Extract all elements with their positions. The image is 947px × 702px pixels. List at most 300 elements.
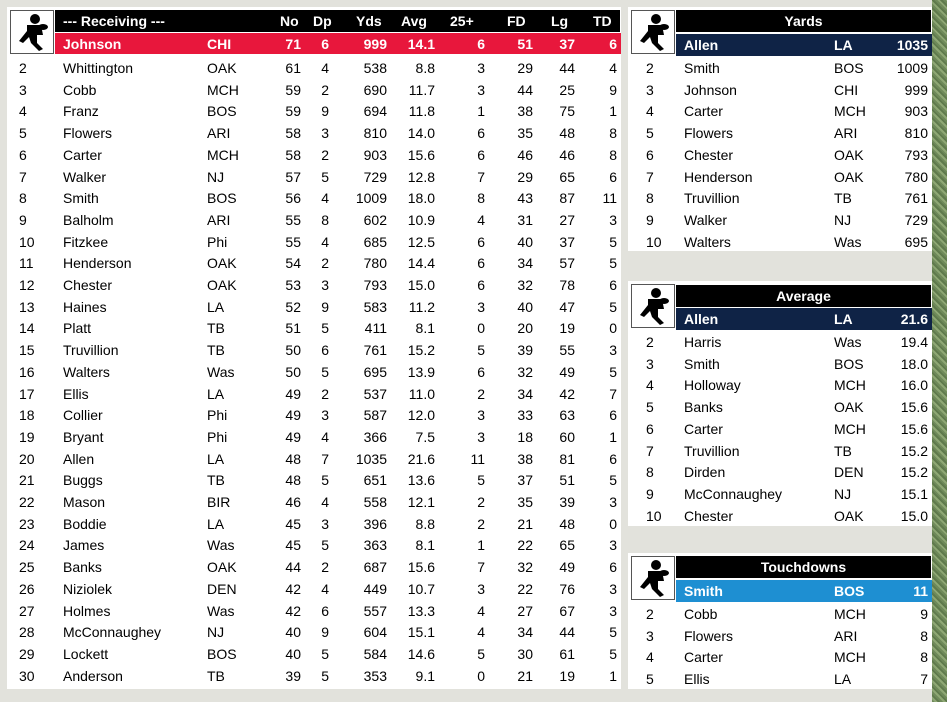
receiving-leader-row[interactable] <box>55 33 621 54</box>
stat-fd: 22 <box>517 537 533 554</box>
team: MCH <box>207 81 239 98</box>
team: CHI <box>207 36 232 52</box>
stat-avg: 12.1 <box>407 494 435 510</box>
stat-avg: 13.6 <box>407 472 435 489</box>
player-name: Carter <box>684 649 723 666</box>
stat-td: 5 <box>609 624 617 641</box>
rank: 7 <box>646 442 654 459</box>
team: BOS <box>207 103 237 120</box>
stat-dp: 7 <box>321 450 329 467</box>
stat-dp: 6 <box>321 36 329 52</box>
stat-avg: 12.0 <box>407 407 435 424</box>
table-row[interactable] <box>7 166 621 188</box>
stat-dp: 4 <box>321 580 329 597</box>
stat-lg: 37 <box>559 36 575 52</box>
stat-dp: 8 <box>321 211 329 228</box>
stat-fd: 27 <box>517 602 533 619</box>
header-yds: Yds <box>356 13 382 29</box>
team: OAK <box>207 559 237 576</box>
stat-dp: 6 <box>321 342 329 359</box>
rank: 2 <box>19 60 27 76</box>
stat-value: 8 <box>920 627 928 644</box>
stat-yds: 651 <box>363 472 387 489</box>
table-row[interactable] <box>7 534 621 556</box>
stat-25plus: 6 <box>477 255 485 272</box>
stat-lg: 48 <box>559 515 575 532</box>
table-row[interactable] <box>7 578 621 600</box>
stat-yds: 687 <box>363 559 387 576</box>
receiving-title: --- Receiving --- <box>63 13 165 29</box>
stat-25plus: 7 <box>477 559 485 576</box>
stat-no: 49 <box>285 385 301 402</box>
list-item[interactable] <box>628 461 932 483</box>
rank: 29 <box>19 645 35 662</box>
stat-no: 48 <box>285 472 301 489</box>
player-name: Smith <box>684 60 720 76</box>
player-name: Smith <box>63 190 99 207</box>
team: OAK <box>834 399 864 416</box>
team: BOS <box>834 355 864 372</box>
stat-value: 11 <box>913 583 928 599</box>
player-name: Harris <box>684 334 722 350</box>
list-item[interactable] <box>628 231 932 253</box>
table-row[interactable] <box>7 122 621 144</box>
football-player-icon <box>10 10 54 54</box>
stat-dp: 2 <box>321 146 329 163</box>
stat-value: 7 <box>920 671 928 688</box>
stat-avg: 13.3 <box>407 602 435 619</box>
team: TB <box>207 667 225 684</box>
player-name: Balholm <box>63 211 114 228</box>
player-name: Niziolek <box>63 580 113 597</box>
list-item[interactable] <box>628 418 932 440</box>
stat-fd: 21 <box>517 515 533 532</box>
stat-25plus: 8 <box>477 190 485 207</box>
player-name: Chester <box>684 507 734 524</box>
list-item[interactable] <box>628 668 932 690</box>
list-item[interactable] <box>628 57 932 79</box>
table-row[interactable] <box>7 79 621 101</box>
player-name: Banks <box>684 399 723 416</box>
rank: 13 <box>19 298 35 315</box>
stat-fd: 44 <box>517 81 533 98</box>
stat-no: 52 <box>285 298 301 315</box>
rank: 7 <box>19 168 27 185</box>
stat-td: 3 <box>609 602 617 619</box>
stat-yds: 685 <box>363 233 387 250</box>
stat-dp: 4 <box>321 60 329 76</box>
team: ARI <box>834 125 858 142</box>
rank: 5 <box>646 125 654 142</box>
rank: 26 <box>19 580 35 597</box>
header-avg: Avg <box>401 13 427 29</box>
stat-fd: 30 <box>517 645 533 662</box>
stat-no: 55 <box>285 233 301 250</box>
rank: 12 <box>19 277 35 293</box>
team: DEN <box>207 580 237 597</box>
list-item[interactable] <box>628 396 932 418</box>
stat-dp: 5 <box>321 537 329 554</box>
stat-25plus: 2 <box>477 515 485 532</box>
stat-dp: 5 <box>321 472 329 489</box>
list-item[interactable] <box>628 209 932 231</box>
stat-lg: 39 <box>559 494 575 510</box>
stat-value: 19.4 <box>900 334 928 350</box>
rank: 8 <box>19 190 27 207</box>
stat-lg: 46 <box>559 146 575 163</box>
stat-25plus: 4 <box>477 602 485 619</box>
player-name: Ellis <box>684 671 710 688</box>
team: LA <box>207 298 225 315</box>
stat-avg: 15.6 <box>407 559 435 576</box>
table-row[interactable] <box>7 448 621 470</box>
stat-yds: 584 <box>363 645 387 662</box>
stat-dp: 4 <box>321 190 329 207</box>
rank: 15 <box>19 342 35 359</box>
stat-dp: 6 <box>321 602 329 619</box>
team: NJ <box>207 168 225 185</box>
header-fd: FD <box>507 13 526 29</box>
stat-dp: 2 <box>321 81 329 98</box>
player-name: Ellis <box>63 385 89 402</box>
team: MCH <box>834 103 866 120</box>
team: NJ <box>834 485 852 502</box>
stat-value: 729 <box>904 211 928 228</box>
player-name: Johnson <box>63 36 122 52</box>
stat-value: 15.2 <box>900 464 928 481</box>
stat-yds: 538 <box>363 60 387 76</box>
player-name: Truvillion <box>684 190 740 207</box>
table-row[interactable] <box>7 339 621 361</box>
stat-fd: 34 <box>517 255 533 272</box>
team: TB <box>207 320 225 337</box>
stat-avg: 15.6 <box>407 146 435 163</box>
average-title: Average <box>776 288 831 304</box>
rank: 6 <box>646 420 654 437</box>
stat-fd: 34 <box>517 624 533 641</box>
stat-avg: 7.5 <box>415 428 435 445</box>
stat-25plus: 6 <box>477 146 485 163</box>
stat-no: 71 <box>285 36 301 52</box>
player-name: James <box>63 537 105 554</box>
stat-yds: 411 <box>364 320 387 337</box>
rank: 2 <box>646 60 654 76</box>
stat-25plus: 6 <box>477 363 485 380</box>
list-item[interactable] <box>628 353 932 375</box>
player-name: Franz <box>63 103 99 120</box>
stat-avg: 14.4 <box>407 255 435 272</box>
stat-25plus: 5 <box>477 645 485 662</box>
stat-avg: 21.6 <box>407 450 435 467</box>
stat-td: 3 <box>609 580 617 597</box>
rank: 3 <box>646 81 654 98</box>
table-row[interactable] <box>7 665 621 687</box>
rank: 9 <box>646 485 654 502</box>
stat-lg: 60 <box>559 428 575 445</box>
player-name: Chester <box>63 277 113 293</box>
stat-no: 45 <box>285 515 301 532</box>
team: DEN <box>834 464 864 481</box>
player-name: McConnaughey <box>684 485 783 502</box>
team: LA <box>207 385 225 402</box>
rank: 27 <box>19 602 35 619</box>
stat-25plus: 6 <box>477 36 485 52</box>
yards-leader-row[interactable] <box>676 34 932 56</box>
header-dp: Dp <box>313 13 332 29</box>
header-lg: Lg <box>551 13 569 29</box>
stat-fd: 38 <box>517 450 533 467</box>
stat-no: 58 <box>285 125 301 142</box>
stat-avg: 8.8 <box>415 60 435 76</box>
stat-td: 0 <box>609 515 617 532</box>
player-name: Mason <box>63 494 106 510</box>
football-player-icon <box>631 10 675 54</box>
stat-lg: 37 <box>559 233 575 250</box>
player-name: Johnson <box>684 81 737 98</box>
list-item[interactable] <box>628 440 932 462</box>
stat-yds: 604 <box>363 624 387 641</box>
stat-lg: 51 <box>559 472 575 489</box>
player-name: Platt <box>63 320 92 337</box>
header-25plus: 25+ <box>450 13 474 29</box>
stat-value: 1009 <box>896 60 928 76</box>
table-row[interactable] <box>7 383 621 405</box>
player-name: Haines <box>63 298 107 315</box>
stat-fd: 20 <box>517 320 533 337</box>
list-item[interactable] <box>628 144 932 166</box>
table-row[interactable] <box>7 317 621 339</box>
stat-yds: 449 <box>363 580 387 597</box>
team: LA <box>207 515 225 532</box>
team: MCH <box>207 146 239 163</box>
rank: 21 <box>19 472 35 489</box>
stat-fd: 22 <box>517 580 533 597</box>
stat-dp: 4 <box>321 428 329 445</box>
rank: 4 <box>646 103 654 120</box>
team: BOS <box>207 190 237 207</box>
stat-td: 5 <box>609 645 617 662</box>
player-name: Holloway <box>684 377 741 394</box>
team: BOS <box>834 60 864 76</box>
list-item[interactable] <box>628 79 932 101</box>
stat-td: 5 <box>609 298 617 315</box>
team: ARI <box>207 211 231 228</box>
stat-no: 53 <box>285 277 301 293</box>
rank: 30 <box>19 667 35 684</box>
player-name: Walker <box>63 168 107 185</box>
team: Was <box>834 233 862 250</box>
stat-25plus: 5 <box>477 472 485 489</box>
table-row[interactable] <box>7 404 621 426</box>
list-item[interactable] <box>628 100 932 122</box>
receiving-panel <box>7 7 621 689</box>
stat-value: 903 <box>904 103 928 120</box>
rank: 3 <box>19 81 27 98</box>
stat-dp: 3 <box>321 515 329 532</box>
stat-value: 16.0 <box>900 377 928 394</box>
stat-no: 56 <box>285 190 301 207</box>
team: MCH <box>834 420 866 437</box>
stat-25plus: 0 <box>477 667 485 684</box>
team: NJ <box>834 211 852 228</box>
rank: 24 <box>19 537 35 554</box>
table-row[interactable] <box>7 187 621 209</box>
list-item[interactable] <box>628 646 932 668</box>
stat-no: 59 <box>285 103 301 120</box>
stat-yds: 695 <box>363 363 387 380</box>
list-item[interactable] <box>628 122 932 144</box>
stat-avg: 14.6 <box>407 645 435 662</box>
list-item[interactable] <box>628 603 932 625</box>
player-name: Flowers <box>684 627 734 644</box>
rank: 8 <box>646 190 654 207</box>
rank: 4 <box>19 103 27 120</box>
average-leader-row[interactable] <box>676 308 932 330</box>
stat-value: 9 <box>920 606 928 622</box>
stat-value: 695 <box>904 233 928 250</box>
player-name: Flowers <box>684 125 734 142</box>
list-item[interactable] <box>628 625 932 647</box>
table-row[interactable] <box>7 426 621 448</box>
team: BOS <box>207 645 237 662</box>
team: TB <box>834 190 852 207</box>
table-row[interactable] <box>7 231 621 253</box>
table-row[interactable] <box>7 252 621 274</box>
stat-lg: 19 <box>559 320 575 337</box>
stat-value: 15.2 <box>900 442 928 459</box>
table-row[interactable] <box>7 600 621 622</box>
stat-value: 793 <box>904 146 928 163</box>
stat-td: 8 <box>609 125 617 142</box>
yards-title: Yards <box>784 13 823 29</box>
player-name: Henderson <box>684 168 753 185</box>
stat-25plus: 11 <box>470 450 485 467</box>
table-row[interactable] <box>7 556 621 578</box>
rank: 9 <box>646 211 654 228</box>
table-row[interactable] <box>7 361 621 383</box>
table-row[interactable] <box>7 491 621 513</box>
team: OAK <box>834 507 864 524</box>
stat-lg: 48 <box>559 125 575 142</box>
player-name: Cobb <box>684 606 718 622</box>
stat-dp: 2 <box>321 559 329 576</box>
stat-td: 8 <box>609 146 617 163</box>
stat-td: 3 <box>609 342 617 359</box>
rank: 5 <box>646 671 654 688</box>
stat-avg: 11.7 <box>408 81 435 98</box>
team: BOS <box>834 583 865 599</box>
team: Was <box>207 602 235 619</box>
stat-avg: 11.8 <box>408 103 435 120</box>
table-row[interactable] <box>7 274 621 296</box>
stat-td: 6 <box>609 36 617 52</box>
team: MCH <box>834 377 866 394</box>
rank: 20 <box>19 450 35 467</box>
list-item[interactable] <box>628 166 932 188</box>
list-item[interactable] <box>628 187 932 209</box>
header-td: TD <box>593 13 612 29</box>
table-row[interactable] <box>7 144 621 166</box>
yards-header <box>676 10 931 32</box>
stat-yds: 602 <box>363 211 387 228</box>
stat-yds: 810 <box>363 125 387 142</box>
team: ARI <box>207 125 231 142</box>
stat-yds: 690 <box>363 81 387 98</box>
stat-fd: 21 <box>517 667 533 684</box>
table-row[interactable] <box>7 469 621 491</box>
stat-td: 11 <box>602 190 617 207</box>
stat-no: 57 <box>285 168 301 185</box>
stat-25plus: 3 <box>477 407 485 424</box>
stat-avg: 9.1 <box>415 667 435 684</box>
list-item[interactable] <box>628 483 932 505</box>
stat-25plus: 6 <box>477 125 485 142</box>
stat-no: 48 <box>285 450 301 467</box>
stat-td: 3 <box>609 211 617 228</box>
player-name: Smith <box>684 355 720 372</box>
table-row[interactable] <box>7 57 621 79</box>
stat-value: 761 <box>904 190 928 207</box>
stat-no: 50 <box>285 342 301 359</box>
stat-dp: 9 <box>321 298 329 315</box>
team: Was <box>207 537 235 554</box>
stat-lg: 27 <box>559 211 575 228</box>
touchdowns-panel <box>628 553 932 689</box>
player-name: Dirden <box>684 464 726 481</box>
stat-td: 5 <box>609 363 617 380</box>
stat-yds: 780 <box>363 255 387 272</box>
stat-td: 1 <box>609 428 617 445</box>
table-row[interactable] <box>7 621 621 643</box>
stat-avg: 10.9 <box>407 211 435 228</box>
stat-td: 1 <box>609 103 617 120</box>
stat-no: 61 <box>285 60 301 76</box>
team: Phi <box>207 233 228 250</box>
table-row[interactable] <box>7 209 621 231</box>
stat-25plus: 3 <box>477 81 485 98</box>
list-item[interactable] <box>628 505 932 527</box>
list-item[interactable] <box>628 331 932 353</box>
stat-25plus: 3 <box>477 298 485 315</box>
rank: 23 <box>19 515 35 532</box>
touchdowns-leader-row[interactable] <box>676 580 932 602</box>
team: OAK <box>207 60 237 76</box>
rank: 10 <box>646 233 662 250</box>
player-name: Walker <box>684 211 728 228</box>
stat-lg: 55 <box>559 342 575 359</box>
stat-fd: 32 <box>517 277 533 293</box>
stat-lg: 44 <box>559 60 575 76</box>
rank: 11 <box>19 255 34 272</box>
table-row[interactable] <box>7 513 621 535</box>
stat-lg: 25 <box>559 81 575 98</box>
stat-dp: 5 <box>321 320 329 337</box>
stat-lg: 81 <box>559 450 575 467</box>
table-row[interactable] <box>7 296 621 318</box>
table-row[interactable] <box>7 643 621 665</box>
player-name: Flowers <box>63 125 113 142</box>
table-row[interactable] <box>7 100 621 122</box>
team: Was <box>834 334 862 350</box>
stat-lg: 44 <box>559 624 575 641</box>
stat-td: 9 <box>609 81 617 98</box>
stat-fd: 29 <box>517 168 533 185</box>
player-name: Walters <box>63 363 110 380</box>
rank: 5 <box>646 399 654 416</box>
list-item[interactable] <box>628 374 932 396</box>
stat-fd: 40 <box>517 298 533 315</box>
stat-yds: 366 <box>363 428 387 445</box>
